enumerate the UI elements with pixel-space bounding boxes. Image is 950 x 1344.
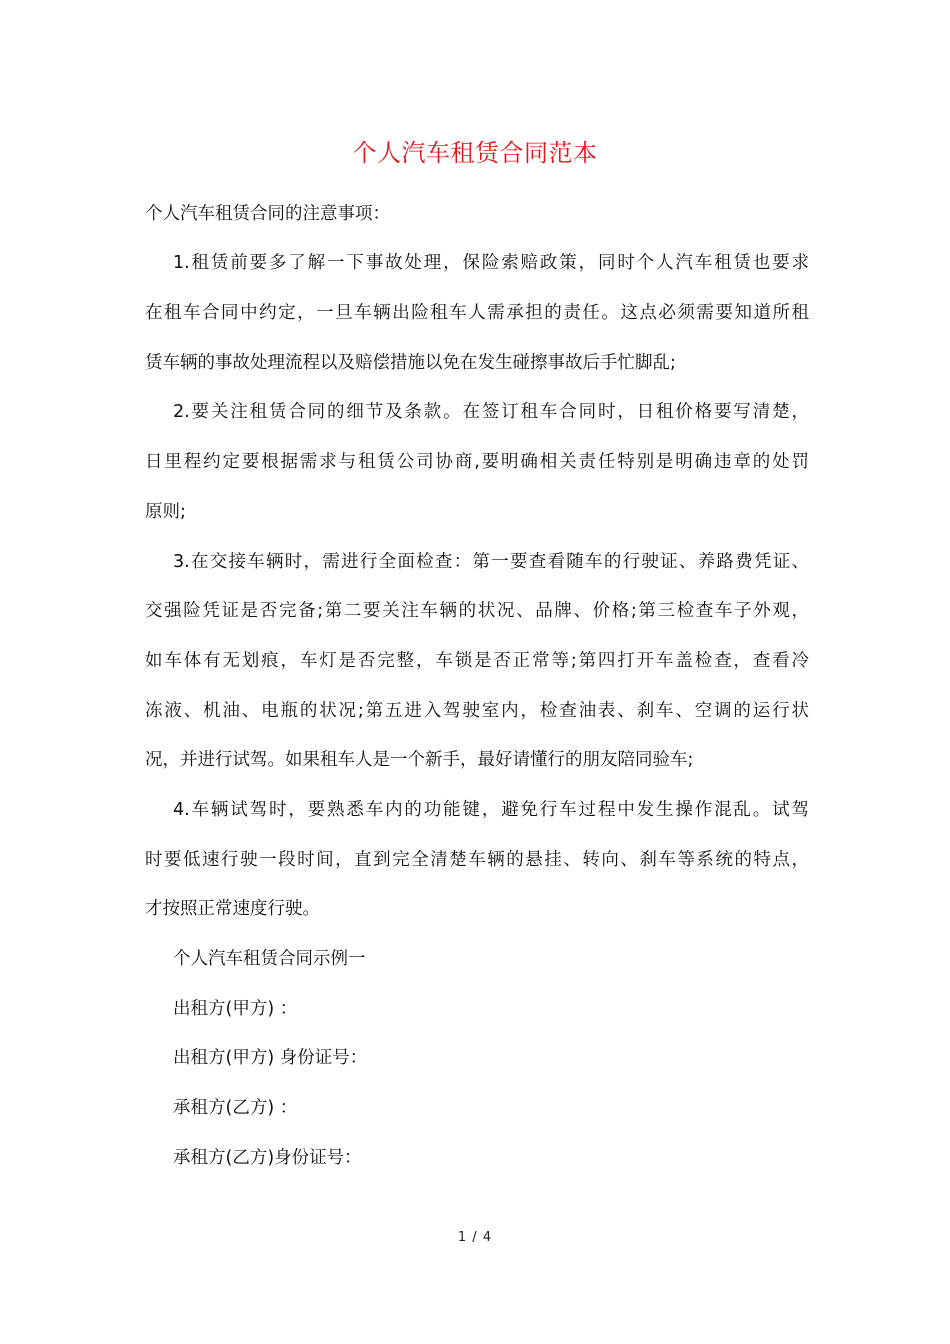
intro-line: 个人汽车租赁合同的注意事项：: [145, 204, 390, 224]
item-4-line-1: 4.车辆试驾时，要熟悉车内的功能键，避免行车过程中发生操作混乱。试驾: [173, 800, 809, 820]
document-title: 个人汽车租赁合同范本: [352, 139, 598, 167]
item-2-line-3: 原则;: [145, 502, 186, 522]
field-lessee: 承租方(乙方) ：: [173, 1098, 298, 1118]
item-3-line-2: 交强险凭证是否完备;第二要关注车辆的状况、品牌、价格;第三检查车子外观，: [145, 601, 809, 621]
item-4-line-3: 才按照正常速度行驶。: [145, 899, 320, 919]
example-title: 个人汽车租赁合同示例一: [173, 949, 366, 969]
item-3-line-5: 况，并进行试驾。如果租车人是一个新手，最好请懂行的朋友陪同验车;: [145, 750, 694, 770]
item-2-line-1: 2.要关注租赁合同的细节及条款。在签订租车合同时，日租价格要写清楚，: [173, 402, 809, 422]
item-1-line-3: 赁车辆的事故处理流程以及赔偿措施以免在发生碰擦事故后手忙脚乱;: [145, 353, 676, 373]
page-indicator: 1 / 4: [457, 1230, 493, 1245]
field-lessee-id: 承租方(乙方)身份证号：: [173, 1148, 362, 1168]
item-3-line-1: 3.在交接车辆时，需进行全面检查：第一要查看随车的行驶证、养路费凭证、: [173, 552, 809, 572]
field-lessor: 出租方(甲方) ：: [173, 999, 298, 1019]
item-4-line-2: 时要低速行驶一段时间，直到完全清楚车辆的悬挂、转向、刹车等系统的特点，: [145, 850, 809, 870]
item-1-line-1: 1.租赁前要多了解一下事故处理，保险索赔政策，同时个人汽车租赁也要求: [173, 253, 809, 273]
item-3-line-4: 冻液、机油、电瓶的状况;第五进入驾驶室内，检查油表、刹车、空调的运行状: [145, 701, 809, 721]
item-2-line-2: 日里程约定要根据需求与租赁公司协商,要明确相关责任特别是明确违章的处罚: [145, 452, 809, 472]
item-3-line-3: 如车体有无划痕，车灯是否完整，车锁是否正常等;第四打开车盖检查，查看冷: [145, 651, 809, 671]
field-lessor-id: 出租方(甲方) 身份证号：: [173, 1048, 368, 1068]
item-1-line-2: 在租车合同中约定，一旦车辆出险租车人需承担的责任。这点必须需要知道所租: [145, 303, 809, 323]
